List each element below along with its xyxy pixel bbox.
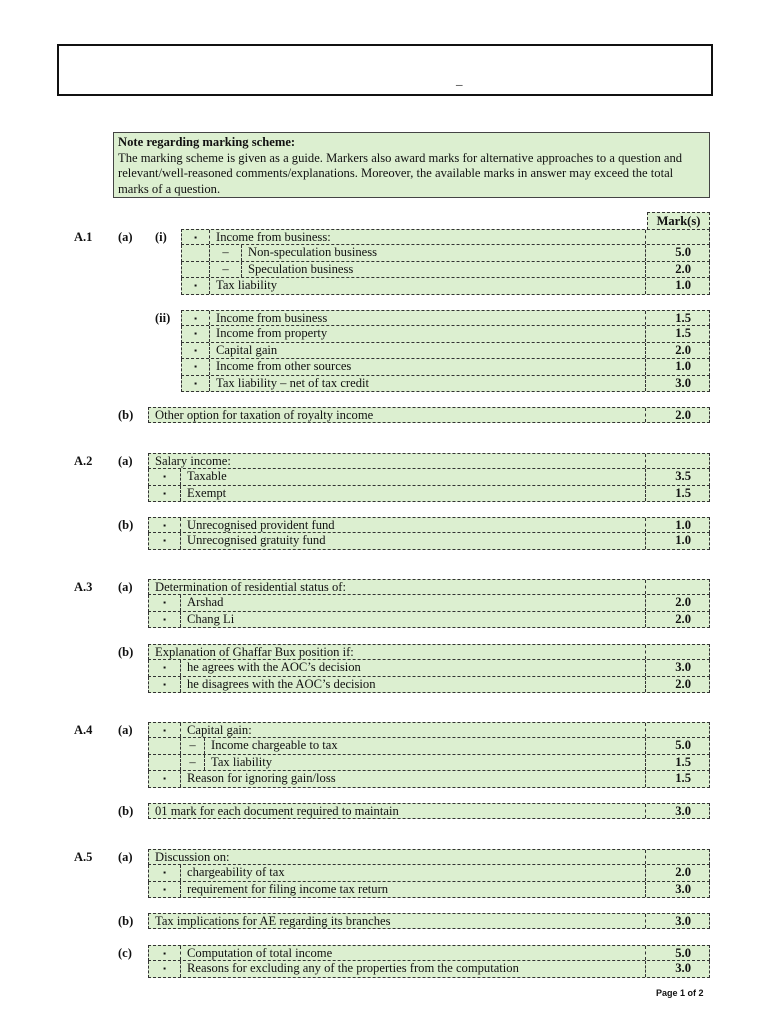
table-row	[148, 517, 710, 533]
row-text: Non-speculation business	[248, 245, 378, 260]
row-text: Arshad	[187, 595, 224, 610]
row-mark: 2.0	[645, 677, 709, 692]
table-row	[148, 677, 710, 693]
row-text: Tax liability – net of tax credit	[216, 375, 369, 390]
table-row	[181, 229, 710, 245]
row-text: Income chargeable to tax	[211, 738, 338, 753]
table-row	[148, 755, 710, 771]
question-number: A.2	[74, 454, 93, 468]
row-mark: 1.5	[645, 326, 709, 341]
row-text: Taxable	[187, 469, 227, 484]
table-row	[148, 469, 710, 485]
row-mark: 2.0	[645, 595, 709, 610]
row-text: chargeability of tax	[187, 865, 285, 880]
table-row	[148, 612, 710, 628]
row-mark: 1.0	[645, 359, 709, 374]
table-row	[148, 849, 710, 865]
part-label: (a)	[118, 850, 133, 864]
row-text: Exempt	[187, 485, 227, 500]
row-text: 01 mark for each document required to maintain	[155, 804, 399, 818]
bullet-icon: ▪	[149, 612, 181, 627]
row-text: he disagrees with the AOC’s decision	[187, 676, 376, 691]
row-mark: 2.0	[645, 408, 709, 422]
a5-b-group	[148, 913, 710, 929]
part-label: (b)	[118, 518, 134, 532]
row-mark: 3.0	[645, 376, 709, 391]
a2-a-group	[148, 453, 710, 502]
row-mark	[645, 454, 709, 468]
page-number: Page 1 of 2	[656, 988, 704, 998]
dash-icon: –	[210, 262, 242, 277]
bullet-icon: ▪	[149, 518, 181, 532]
row-text: Income from property	[216, 326, 328, 341]
note-title: Note regarding marking scheme:	[118, 135, 296, 149]
a1-b-group	[148, 407, 710, 423]
table-row	[181, 343, 710, 359]
row-text: Capital gain	[216, 342, 278, 357]
bullet-icon: ▪	[182, 326, 210, 341]
row-mark: 1.5	[645, 311, 709, 325]
row-text: requirement for filing income tax return	[187, 881, 389, 896]
row-text: Other option for taxation of royalty income	[155, 408, 374, 422]
table-row	[181, 310, 710, 326]
bullet-icon: ▪	[149, 771, 181, 786]
table-row	[148, 803, 710, 819]
a4-a-group	[148, 722, 710, 788]
bullet-icon: ▪	[182, 343, 210, 358]
row-mark: 5.0	[645, 245, 709, 260]
bullet-icon: ▪	[149, 595, 181, 610]
a4-b-group	[148, 803, 710, 819]
table-row	[148, 961, 710, 977]
row-mark	[645, 580, 709, 594]
table-row	[148, 453, 710, 469]
row-mark	[645, 645, 709, 659]
row-mark: 1.5	[645, 486, 709, 501]
row-text: Chang Li	[187, 611, 235, 626]
table-row	[181, 278, 710, 294]
a1-a-i-group	[181, 229, 710, 295]
table-row	[148, 882, 710, 898]
table-row	[148, 486, 710, 502]
marking-note	[113, 132, 710, 198]
table-row	[181, 245, 710, 261]
bullet-icon: ▪	[149, 486, 181, 501]
table-row	[181, 376, 710, 392]
row-text: Determination of residential status of:	[155, 580, 346, 594]
row-mark: 2.0	[645, 262, 709, 277]
row-text: Tax implications for AE regarding its branches	[155, 914, 391, 928]
row-mark: 3.0	[645, 660, 709, 675]
row-mark: 2.0	[645, 343, 709, 358]
row-mark: 3.0	[645, 882, 709, 897]
row-mark: 3.0	[645, 961, 709, 976]
row-mark	[645, 850, 709, 864]
table-row	[181, 326, 710, 342]
blank-cell	[182, 262, 210, 277]
row-text: Unrecognised provident fund	[187, 518, 335, 532]
table-row	[148, 722, 710, 738]
row-text: Reason for ignoring gain/loss	[187, 771, 336, 786]
header-mark: _	[456, 72, 463, 87]
row-text: Speculation business	[248, 261, 354, 276]
row-text: he agrees with the AOC’s decision	[187, 660, 361, 675]
row-mark	[645, 230, 709, 244]
row-mark: 3.0	[645, 804, 709, 818]
bullet-icon: ▪	[149, 469, 181, 484]
row-mark: 2.0	[645, 612, 709, 627]
bullet-icon: ▪	[182, 311, 210, 325]
table-row	[148, 644, 710, 660]
question-number: A.1	[74, 230, 93, 244]
row-mark: 1.5	[645, 755, 709, 770]
part-label: (b)	[118, 645, 134, 659]
part-label: (b)	[118, 914, 134, 928]
table-row	[148, 407, 710, 423]
row-text: Reasons for excluding any of the properties from the computation	[187, 961, 519, 976]
row-mark: 1.0	[645, 518, 709, 532]
row-mark: 2.0	[645, 865, 709, 880]
bullet-icon: ▪	[149, 723, 181, 737]
a5-c-group	[148, 945, 710, 978]
bullet-icon: ▪	[149, 660, 181, 675]
subpart-label: (i)	[155, 230, 167, 244]
table-row	[148, 865, 710, 881]
question-number: A.3	[74, 580, 93, 594]
bullet-icon: ▪	[149, 677, 181, 692]
table-row	[148, 913, 710, 929]
part-label: (a)	[118, 230, 133, 244]
a3-a-group	[148, 579, 710, 628]
row-text: Income from other sources	[216, 359, 352, 374]
part-label: (a)	[118, 580, 133, 594]
bullet-icon: ▪	[149, 865, 181, 880]
row-text: Discussion on:	[155, 850, 230, 864]
row-text: Capital gain:	[187, 723, 252, 737]
a5-a-group	[148, 849, 710, 898]
table-row	[148, 771, 710, 787]
bullet-icon: ▪	[182, 359, 210, 374]
row-text: Computation of total income	[187, 946, 333, 960]
row-text: Tax liability	[211, 754, 273, 769]
blank-cell	[149, 738, 181, 753]
table-row	[181, 359, 710, 375]
table-row	[148, 660, 710, 676]
header-box	[57, 44, 713, 96]
table-row	[148, 595, 710, 611]
row-mark: 1.5	[645, 771, 709, 786]
row-text: Income from business:	[216, 230, 331, 244]
bullet-icon: ▪	[182, 376, 210, 391]
table-row	[148, 945, 710, 961]
part-label: (b)	[118, 408, 134, 422]
a2-b-group	[148, 517, 710, 550]
part-label: (c)	[118, 946, 132, 960]
question-number: A.4	[74, 723, 93, 737]
blank-cell	[182, 245, 210, 260]
part-label: (b)	[118, 804, 134, 818]
bullet-icon: ▪	[149, 533, 181, 548]
table-row	[148, 738, 710, 754]
row-text: Explanation of Ghaffar Bux position if:	[155, 645, 354, 659]
row-text: Tax liability	[216, 278, 278, 293]
dash-icon: –	[181, 738, 205, 753]
table-row	[148, 533, 710, 549]
bullet-icon: ▪	[182, 278, 210, 293]
row-mark: 5.0	[645, 946, 709, 960]
row-text: Income from business	[216, 311, 328, 325]
row-mark: 1.0	[645, 278, 709, 293]
row-text: Salary income:	[155, 454, 231, 468]
a3-b-group	[148, 644, 710, 693]
row-mark: 5.0	[645, 738, 709, 753]
bullet-icon: ▪	[149, 961, 181, 976]
dash-icon: –	[181, 755, 205, 770]
row-mark: 3.0	[645, 914, 709, 928]
subpart-label: (ii)	[155, 311, 171, 325]
table-row	[148, 579, 710, 595]
bullet-icon: ▪	[149, 882, 181, 897]
row-mark	[645, 723, 709, 737]
part-label: (a)	[118, 454, 133, 468]
row-mark: 3.5	[645, 469, 709, 484]
blank-cell	[149, 755, 181, 770]
note-body: The marking scheme is given as a guide. Markers also award marks for alternative approaches to a question and relevant/well-reasoned comments/explanations. Moreover, the available marks in answer may exceed the total marks of a question.	[118, 150, 683, 196]
row-text: Unrecognised gratuity fund	[187, 533, 326, 548]
a1-a-ii-group	[181, 310, 710, 392]
table-row	[181, 262, 710, 278]
row-mark: 1.0	[645, 533, 709, 548]
bullet-icon: ▪	[182, 230, 210, 244]
bullet-icon: ▪	[149, 946, 181, 960]
marks-column-header: Mark(s)	[647, 212, 710, 230]
question-number: A.5	[74, 850, 93, 864]
part-label: (a)	[118, 723, 133, 737]
dash-icon: –	[210, 245, 242, 260]
